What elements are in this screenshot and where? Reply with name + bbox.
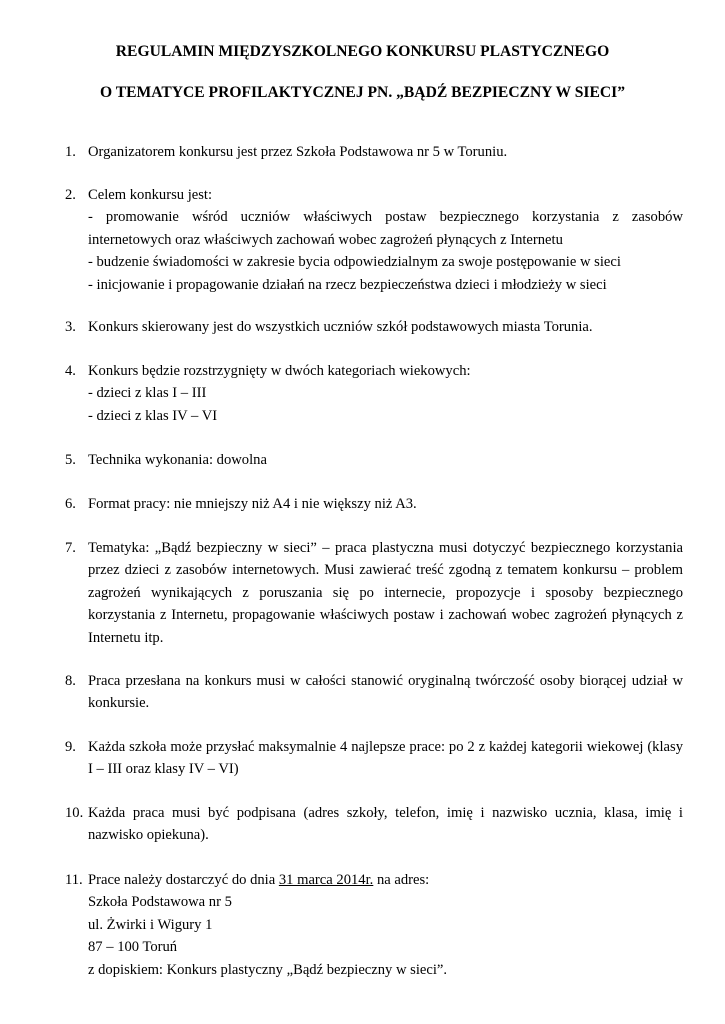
rule-number: 9. <box>65 739 76 755</box>
rule-number: 11. <box>65 872 83 888</box>
rule-number: 1. <box>65 144 76 160</box>
rule-text: Format pracy: nie mniejszy niż A4 i nie większy niż A3. <box>88 496 417 512</box>
deadline-date: 31 marca 2014r. <box>278 872 374 888</box>
rule-item-6 <box>65 493 683 515</box>
rule-item-10 <box>65 802 683 847</box>
rule-number: 10. <box>65 805 84 821</box>
rule-number: 2. <box>65 187 76 203</box>
rule-point: - dzieci z klas IV – VI <box>88 407 218 424</box>
rule-item-8 <box>65 670 683 715</box>
address-note: z dopiskiem: Konkurs plastyczny „Bądź bezpieczny w sieci”. <box>88 961 448 978</box>
rule-point: - dzieci z klas I – III <box>88 385 207 402</box>
document-title-line-1: REGULAMIN MIĘDZYSZKOLNEGO KONKURSU PLASTYCZNEGO <box>115 43 610 60</box>
rule-number: 3. <box>65 319 76 335</box>
rule-lead: Konkurs będzie rozstrzygnięty w dwóch kategoriach wiekowych: <box>88 363 471 379</box>
rule-point: - promowanie wśród uczniów właściwych postaw bezpiecznego korzystania z zasobów internetowych oraz właściwych zachowań wobec zagrożeń płynących z Internetu <box>88 209 683 248</box>
rule-item-11 <box>65 869 683 981</box>
address-line: 87 – 100 Toruń <box>88 939 178 956</box>
rule-item-4 <box>65 360 683 427</box>
rule-text: Technika wykonania: dowolna <box>88 452 267 468</box>
rule-point: - inicjowanie i propagowanie działań na rzecz bezpieczeństwa dzieci i młodzieży w sieci <box>88 276 607 293</box>
rule-lead-start: Prace należy dostarczyć do dnia <box>88 872 279 888</box>
rule-text: Konkurs skierowany jest do wszystkich uczniów szkół podstawowych miasta Torunia. <box>88 319 593 335</box>
rule-lead-end: na adres: <box>373 872 430 888</box>
rule-text: Tematyka: „Bądź bezpieczny w sieci” – praca plastyczna musi dotyczyć bezpiecznego korzystania przez dzieci z zasobów internetowych. Musi zawierać treść zgodną z tematem konkursu – problem zagrożeń wynikających z poruszania się po internecie, propozycje i sposoby bezpiecznego korzystania z Internetu, propagowanie właściwych postaw i zachowań wobec zagrożeń płynących z Internetu itp. <box>88 540 683 646</box>
rule-number: 7. <box>65 540 76 556</box>
rule-item-2 <box>65 184 683 296</box>
rule-number: 8. <box>65 673 76 689</box>
rule-text: Każda praca musi być podpisana (adres szkoły, telefon, imię i nazwisko ucznia, klasa, imię i nazwisko opiekuna). <box>88 805 683 844</box>
rule-text: Każda szkoła może przysłać maksymalnie 4 najlepsze prace: po 2 z każdej kategorii wiekowej (klasy I – III oraz klasy IV – VI) <box>88 739 683 778</box>
rule-number: 6. <box>65 496 76 512</box>
rule-number: 4. <box>65 363 76 379</box>
rule-item-5 <box>65 449 683 471</box>
rule-point: - budzenie świadomości w zakresie bycia odpowiedzialnym za swoje postępowanie w sieci <box>88 254 621 271</box>
address-line: ul. Żwirki i Wigury 1 <box>88 916 213 933</box>
rule-item-9 <box>65 736 683 781</box>
rule-text: Organizatorem konkursu jest przez Szkoła Podstawowa nr 5 w Toruniu. <box>88 144 508 160</box>
document-title-line-2: O TEMATYCE PROFILAKTYCZNEJ PN. „BĄDŹ BEZPIECZNY W SIECI” <box>99 84 626 101</box>
address-line: Szkoła Podstawowa nr 5 <box>88 894 232 911</box>
rule-lead <box>88 869 683 891</box>
rule-item-1 <box>65 141 683 163</box>
rule-item-7 <box>65 537 683 649</box>
rule-text: Praca przesłana na konkurs musi w całości stanowić oryginalną twórczość osoby biorącej udział w konkursie. <box>88 673 683 712</box>
rule-lead: Celem konkursu jest: <box>88 187 213 203</box>
rule-item-3 <box>65 316 683 338</box>
rule-number: 5. <box>65 452 76 468</box>
